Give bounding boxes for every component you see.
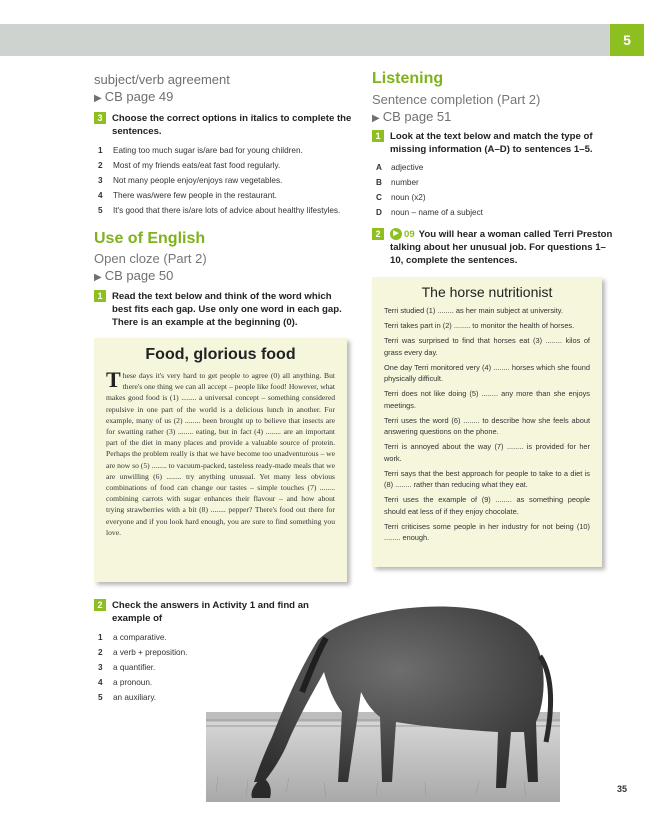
list-item: 1 Eating too much sugar is/are bad for young children. <box>98 146 303 155</box>
list-item: 3 Not many people enjoy/enjoys raw vegetables. <box>98 176 283 185</box>
completion-sentence: Terri says that the best approach for people to take to a diet is (8) ........ rather than reducing what they eat. <box>384 468 590 489</box>
open-cloze-cb-reference: ▶ CB page 50 <box>94 268 174 283</box>
unit-number-badge: 5 <box>610 24 644 56</box>
listening-activity-2-instruction: 2 ▶ 09 You will hear a woman called Terri Preston talking about her unusual job. For questions 1–10, complete the sentences. <box>372 228 622 267</box>
triangle-icon: ▶ <box>94 272 102 283</box>
food-box-text: These days it's very hard to get people to agree (0) all anything. But there's one thing we can all accept – people like food! However, what makes good food is (1) ........ a universal concept – something considered repulsive in one part of the world is a delicious lunch in another. For example, many of us (2) ........ been brought up to believe that insects are for swatting rather (3) ........ eating, but in fact (4) ........ are an important part of the diet in many places and provide a valuable source of protein. Perhaps the problem really is that we have become too unadventurous – we are now so (5) ........ to vacuum-packed, tasteless ready-made meals that we are unwilling (6) ........ try anything unusual. Yet many less obvious combinations of food can change our tastes – simple touches (7) ........ combining carrots with sugar enhances their flavour – and how about trying strawberries with a bit (8) ........ pepper? There's food out there for everyone and if you look hard enough, you are sure to find something you love. <box>106 367 336 537</box>
audio-play-icon[interactable]: ▶ <box>390 228 402 240</box>
activity-number-badge: 2 <box>372 228 384 240</box>
list-item: 1 a comparative. <box>98 633 167 642</box>
activity-number-badge: 1 <box>372 130 384 142</box>
sentence-completion-heading: Sentence completion (Part 2) <box>372 92 541 107</box>
list-item: D noun – name of a subject <box>376 208 483 217</box>
list-item: 2 a verb + preposition. <box>98 648 188 657</box>
activity-number-badge: 2 <box>94 599 106 611</box>
activity-number-badge: 3 <box>94 112 106 124</box>
triangle-icon: ▶ <box>372 113 380 124</box>
activity-1-instruction: 1 Read the text below and think of the word which best fits each gap. Use only one word in each gap. There is an example at the beginning (0). <box>94 290 364 329</box>
horse-nutritionist-box <box>372 277 602 567</box>
activity-3-list <box>98 145 348 220</box>
completion-sentence: Terri is annoyed about the way (7) ........ is provided for her work. <box>384 442 590 463</box>
activity-number-badge: 1 <box>94 290 106 302</box>
audio-track-number: 09 <box>404 229 415 240</box>
completion-sentence: Terri uses the word (6) ........ to describe how she feels about answering questions on the phone. <box>384 415 590 436</box>
information-type-list <box>376 162 576 222</box>
list-item: 4 There was/were few people in the restaurant. <box>98 191 277 200</box>
use-of-english-heading: Use of English <box>94 230 206 247</box>
food-box-title: Food, glorious food <box>145 346 296 363</box>
completion-sentence: Terri criticises some people in her industry for not being (10) ........ enough. <box>384 521 590 542</box>
list-item: 5 It's good that there is/are lots of advice about healthy lifestyles. <box>98 206 341 215</box>
activity-3-instruction: 3 Choose the correct options in italics to complete the sentences. <box>94 112 364 138</box>
list-item: A adjective <box>376 163 424 172</box>
page-number: 35 <box>617 784 628 794</box>
top-banner <box>0 24 610 56</box>
list-item: 2 Most of my friends eats/eat fast food regularly. <box>98 161 281 170</box>
completion-sentence: One day Terri monitored very (4) ........ horses which she found physically difficult. <box>384 362 590 383</box>
completion-sentence: Terri uses the example of (9) ........ as something people should eat less of if they enjoy chocolate. <box>384 495 590 516</box>
completion-sentence: Terri takes part in (2) ........ to monitor the health of horses. <box>384 321 575 330</box>
list-item: 4 a pronoun. <box>98 678 153 687</box>
completion-sentence: Terri was surprised to find that horses eat (3) ........ kilos of grass every day. <box>384 336 590 357</box>
food-glorious-food-box <box>94 338 347 582</box>
open-cloze-heading: Open cloze (Part 2) <box>94 251 207 266</box>
listening-activity-1-instruction: 1 Look at the text below and match the type of missing information (A–D) to sentences 1–5. <box>372 130 622 156</box>
grammar-cb-reference: ▶ CB page 49 <box>94 89 174 104</box>
activity-2-instruction: 2 Check the answers in Activity 1 and find an example of <box>94 599 334 625</box>
grammar-heading: subject/verb agreement <box>94 72 230 87</box>
listening-heading: Listening <box>372 70 444 87</box>
completion-sentence: Terri studied (1) ........ as her main subject at university. <box>384 306 563 315</box>
sentence-completion-cb-reference: ▶ CB page 51 <box>372 109 452 124</box>
grazing-horse-photo <box>206 592 560 802</box>
triangle-icon: ▶ <box>94 93 102 104</box>
list-item: B number <box>376 178 419 187</box>
list-item: C noun (x2) <box>376 193 426 202</box>
list-item: 3 a quantifier. <box>98 663 156 672</box>
completion-sentence: Terri does not like doing (5) ........ any more than she enjoys meetings. <box>384 389 590 410</box>
horse-box-title: The horse nutritionist <box>421 284 553 300</box>
list-item: 5 an auxiliary. <box>98 693 157 702</box>
